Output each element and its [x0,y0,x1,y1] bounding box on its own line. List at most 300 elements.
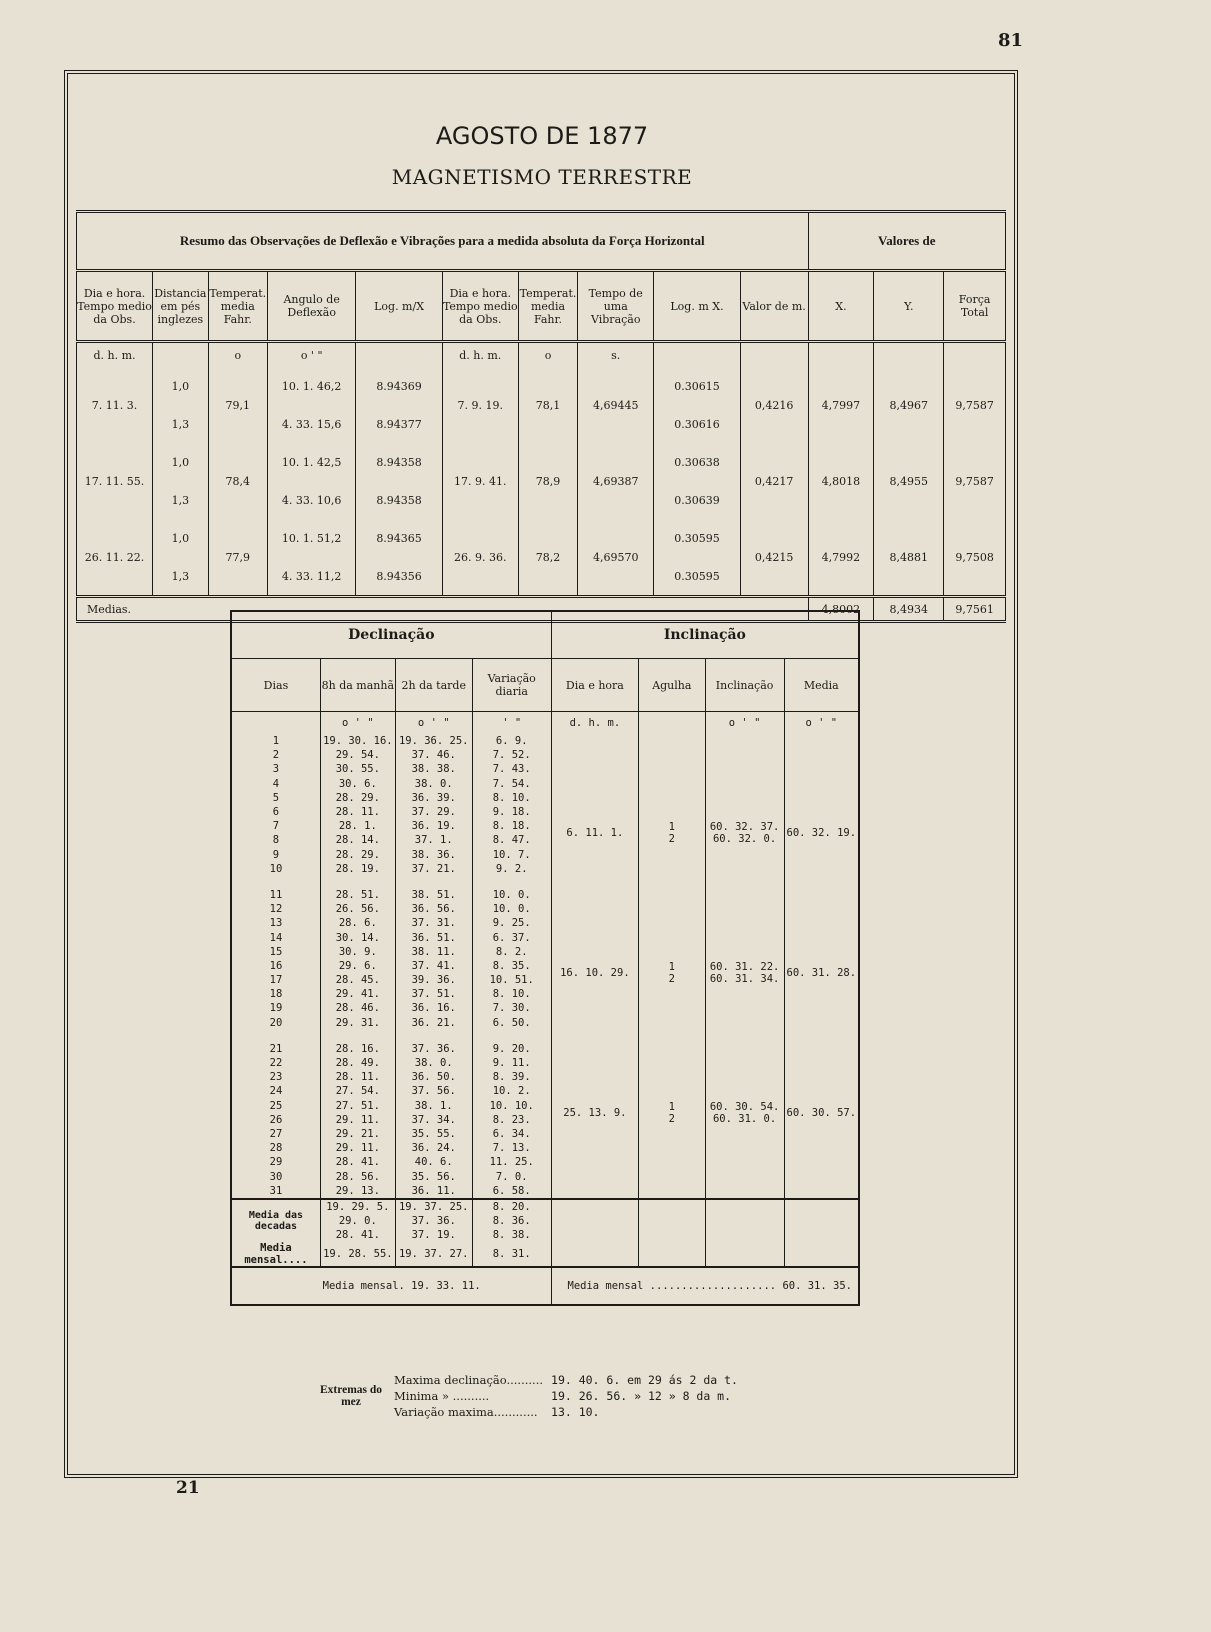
empty-cell [705,1228,784,1242]
day-value: 38. 0. [395,1056,472,1070]
agulha [639,819,706,847]
incl-media-mensal [551,1267,859,1305]
day-value: 37. 34. [395,1113,472,1127]
day-value: 29. 31. [320,1016,395,1030]
agulha-value: 2 [668,973,675,985]
empty-cell [705,888,784,902]
day-value: 31 [231,1184,320,1199]
day-value: 8. 10. [472,791,551,805]
incl-time: 6. 11. 1. [551,819,638,847]
day-value: 9 [231,848,320,862]
unit-label [231,712,320,735]
spacer-cell [784,876,859,888]
value-x: 4,8018 [808,443,874,519]
media-mensal-summary [231,1267,859,1305]
incl-media: 60. 32. 19. [784,819,859,847]
day-value: 29. 21. [320,1127,395,1141]
declinacao-heading: Declinação [231,611,551,659]
empty-cell [705,1070,784,1084]
empty-cell [705,734,784,748]
day-value: 30. 55. [320,762,395,776]
empty-cell [705,945,784,959]
day-value: 29. 11. [320,1141,395,1155]
extremas-row [312,1372,742,1388]
empty-cell [784,1141,859,1155]
empty-cell [639,1155,706,1169]
table-row [231,748,859,762]
inclination-value: 60. 32. 0. [712,833,777,846]
value-y: 8,4967 [874,367,944,443]
media-mensal-value: 19. 37. 27. [395,1242,472,1267]
day-value: 8. 10. [472,987,551,1001]
empty-cell [551,734,638,748]
unit-label: o ' " [784,712,859,735]
day-value: 12 [231,902,320,916]
temperature: 78,4 [208,443,267,519]
spacer-cell [395,876,472,888]
day-value: 1 [231,734,320,748]
incl-media-mensal-label: Media mensal .................... [567,1280,777,1293]
empty-cell [551,1199,638,1214]
empty-cell [639,777,706,791]
inclination-value: 60. 31. 22. [709,961,780,973]
day-value: 14 [231,930,320,944]
unit-label: o [208,342,267,368]
day-value: 28. 49. [320,1056,395,1070]
extremas-desc: Variação maxima............ [394,1405,538,1419]
unit-label [874,342,944,368]
extremas-desc: Maxima declinação.......... [394,1373,544,1387]
force-table [76,210,1006,623]
column-header: Agulha [639,659,706,712]
agulha-value: 2 [668,1112,675,1125]
table-row [231,916,859,930]
table-row [231,862,859,876]
day-value: 28. 46. [320,1001,395,1015]
log-m-x: 8.94356 [356,557,442,597]
day-value: 37. 36. [395,1042,472,1056]
day-value: 37. 1. [395,833,472,847]
empty-cell [639,902,706,916]
table-row [231,1001,859,1015]
day-value: 38. 1. [395,1099,472,1113]
column-header: 2h da tarde [395,659,472,712]
day-value: 29. 13. [320,1184,395,1199]
day-value: 19 [231,1001,320,1015]
day-value: 29. 41. [320,987,395,1001]
empty-cell [784,945,859,959]
day-value: 36. 21. [395,1016,472,1030]
inclination [705,819,784,847]
day-value: 7 [231,819,320,833]
table-row [231,1056,859,1070]
value-f: 9,7587 [944,367,1006,443]
day-value: 38. 36. [395,848,472,862]
table-row [231,1155,859,1169]
empty-cell [551,1169,638,1183]
table-row [231,1184,859,1199]
force-heading: Resumo das Observações de Deflexão e Vibrações para a medida absoluta da Força Horizontal [77,212,809,271]
day-value: 37. 29. [395,805,472,819]
unit-label [639,712,706,735]
day-value: 7. 52. [472,748,551,762]
empty-cell [551,888,638,902]
day-value: 38. 51. [395,888,472,902]
decada-values: 19. 29. 5. [320,1199,395,1214]
day-value: 37. 51. [395,987,472,1001]
log-m-x: 8.94377 [356,405,442,443]
empty-cell [705,1141,784,1155]
day-value: 27. 54. [320,1084,395,1098]
extremas-table [312,1372,742,1420]
empty-cell [784,848,859,862]
table-row [231,959,859,973]
column-header: Media [784,659,859,712]
incl-media-mensal-value: 60. 31. 35. [782,1280,852,1293]
day-value: 35. 56. [395,1169,472,1183]
value-y: 8,4955 [874,443,944,519]
day-value: 10. 0. [472,902,551,916]
day-value: 9. 11. [472,1056,551,1070]
distance: 1,3 [153,557,209,597]
column-header: Valor de m. [740,271,808,342]
incl-media: 60. 31. 28. [784,959,859,987]
day-value: 28. 11. [320,805,395,819]
empty-cell [639,888,706,902]
empty-cell [705,1127,784,1141]
media-mensal-label: Media mensal.... [231,1242,320,1267]
empty-cell [784,916,859,930]
empty-cell [551,1001,638,1015]
day-value: 10. 10. [472,1099,551,1113]
empty-cell [639,734,706,748]
decada-values: 19. 37. 25. [395,1199,472,1214]
column-header: Log. m X. [654,271,740,342]
unit-label [153,342,209,368]
empty-cell [784,1056,859,1070]
empty-cell [705,762,784,776]
empty-cell [705,1169,784,1183]
deflection-angle: 4. 33. 15,6 [267,405,355,443]
day-value: 37. 46. [395,748,472,762]
decada-row [231,1228,859,1242]
inclination-value: 60. 32. 37. [709,821,780,834]
value-temp2: 78,9 [518,443,577,519]
table-row [231,1070,859,1084]
day-value: 3 [231,762,320,776]
table-row [231,819,859,833]
unit-label [654,342,740,368]
spacer-cell [639,1030,706,1042]
empty-cell [551,1214,638,1228]
day-value: 28. 6. [320,916,395,930]
day-value: 36. 51. [395,930,472,944]
value-f: 9,7587 [944,443,1006,519]
unit-label: ' " [472,712,551,735]
day-value: 36. 19. [395,819,472,833]
table-row [231,762,859,776]
day-value: 40. 6. [395,1155,472,1169]
deflection-angle: 10. 1. 51,2 [267,519,355,557]
empty-cell [705,916,784,930]
decada-values: 37. 36. [395,1214,472,1228]
value-f: 9,7508 [944,519,1006,597]
empty-cell [784,805,859,819]
table-row [231,1084,859,1098]
day-value: 8. 47. [472,833,551,847]
table-row [231,791,859,805]
empty-cell [639,805,706,819]
inclinacao-heading: Inclinação [551,611,859,659]
empty-cell [551,791,638,805]
empty-cell [639,1127,706,1141]
day-value: 6. 37. [472,930,551,944]
page-title: AGOSTO DE 1877 [435,122,649,150]
empty-cell [784,1084,859,1098]
empty-cell [784,1042,859,1056]
column-header: Tempo de uma Vibração [578,271,654,342]
log-m-x: 8.94365 [356,519,442,557]
column-header: Inclinação [705,659,784,712]
obs-time: 26. 11. 22. [77,519,153,597]
day-value: 6 [231,805,320,819]
value-x: 4,7992 [808,519,874,597]
day-value: 9. 18. [472,805,551,819]
extremas-value: 13. 10. [551,1405,600,1419]
day-value: 37. 41. [395,959,472,973]
day-value: 25 [231,1099,320,1113]
page-subtitle: MAGNETISMO TERRESTRE [391,165,693,189]
empty-cell [639,1056,706,1070]
day-value: 6. 34. [472,1127,551,1141]
day-value: 20 [231,1016,320,1030]
spacer-cell [231,876,320,888]
deflection-angle: 10. 1. 42,5 [267,443,355,481]
agulha-value: 1 [668,1100,675,1113]
agulha [639,1099,706,1127]
unit-label: o ' " [705,712,784,735]
spacer-cell [705,1030,784,1042]
empty-cell [784,1070,859,1084]
table-row [231,902,859,916]
empty-cell [551,1155,638,1169]
agulha-value: 1 [668,961,675,973]
empty-cell [551,1141,638,1155]
distance: 1,3 [153,481,209,519]
spacer-cell [639,876,706,888]
day-value: 28. 16. [320,1042,395,1056]
log-mx: 0.30595 [654,519,740,557]
empty-cell [705,902,784,916]
day-value: 28. 51. [320,888,395,902]
day-value: 37. 21. [395,862,472,876]
empty-cell [705,862,784,876]
day-value: 2 [231,748,320,762]
column-header: Dias [231,659,320,712]
extremas-label: Extremas do mez [319,1384,383,1408]
column-header: Temperat. media Fahr. [518,271,577,342]
spacer-row [231,1030,859,1042]
column-header: Dia e hora. Tempo medio da Obs. [77,271,153,342]
empty-cell [639,916,706,930]
day-value: 36. 50. [395,1070,472,1084]
extremas-desc: Minima » .......... [394,1389,490,1403]
value-temp2: 78,2 [518,519,577,597]
day-value: 27. 51. [320,1099,395,1113]
incl-media: 60. 30. 57. [784,1099,859,1127]
value-m: 0,4215 [740,519,808,597]
table-row [231,1042,859,1056]
day-value: 36. 16. [395,1001,472,1015]
empty-cell [784,1214,859,1228]
table-row [231,1099,859,1113]
day-value: 9. 25. [472,916,551,930]
unit-label: d. h. m. [551,712,638,735]
day-value: 39. 36. [395,973,472,987]
empty-cell [705,930,784,944]
empty-cell [551,1184,638,1199]
day-value: 28. 56. [320,1169,395,1183]
distance: 1,3 [153,405,209,443]
empty-cell [784,1001,859,1015]
decl-media-mensal-label: Media mensal. [322,1280,405,1293]
day-value: 23 [231,1070,320,1084]
column-header: Y. [874,271,944,342]
column-header: Distancia em pés inglezes [153,271,209,342]
log-mx: 0.30595 [654,557,740,597]
empty-cell [551,930,638,944]
decada-row [231,1214,859,1228]
decada-values: 29. 0. [320,1214,395,1228]
day-value: 29. 11. [320,1113,395,1127]
spacer-cell [320,1030,395,1042]
table-row [231,1141,859,1155]
media-decadas-label: Media das decadas [231,1199,320,1243]
empty-cell [551,902,638,916]
decada-values: 8. 20. [472,1199,551,1214]
spacer-cell [472,876,551,888]
empty-cell [551,1070,638,1084]
day-value: 10 [231,862,320,876]
table-row [231,1169,859,1183]
empty-cell [551,1042,638,1056]
spacer-cell [231,1030,320,1042]
day-value: 28. 14. [320,833,395,847]
day-value: 26 [231,1113,320,1127]
empty-cell [705,777,784,791]
table-row [231,930,859,944]
empty-cell [784,1127,859,1141]
day-value: 21 [231,1042,320,1056]
value-dh2: 26. 9. 36. [442,519,518,597]
empty-cell [551,805,638,819]
empty-cell [705,1214,784,1228]
day-value: 7. 43. [472,762,551,776]
temperature: 79,1 [208,367,267,443]
media-mensal-value: 8. 31. [472,1242,551,1267]
inclination-value: 60. 31. 34. [709,973,780,985]
empty-cell [551,1016,638,1030]
day-value: 8. 39. [472,1070,551,1084]
spacer-cell [551,876,638,888]
media-mensal-value: 19. 28. 55. [320,1242,395,1267]
deflection-angle: 4. 33. 10,6 [267,481,355,519]
declination-table [230,610,860,1306]
day-value: 35. 55. [395,1127,472,1141]
day-value: 6. 50. [472,1016,551,1030]
day-value: 10. 51. [472,973,551,987]
day-value: 8. 2. [472,945,551,959]
inclination-value: 60. 31. 0. [712,1112,777,1125]
medias-f: 9,7561 [944,597,1006,622]
unit-label: o ' " [267,342,355,368]
page-number: 81 [998,30,1024,51]
table-row [231,734,859,748]
day-value: 38. 0. [395,777,472,791]
empty-cell [551,987,638,1001]
empty-cell [705,1199,784,1214]
empty-cell [705,805,784,819]
table-row [77,519,1006,557]
empty-cell [639,1084,706,1098]
empty-cell [639,1070,706,1084]
empty-cell [551,748,638,762]
value-dh2: 17. 9. 41. [442,443,518,519]
day-value: 30. 14. [320,930,395,944]
log-m-x: 8.94358 [356,481,442,519]
empty-cell [784,734,859,748]
day-value: 28. 11. [320,1070,395,1084]
day-value: 37. 31. [395,916,472,930]
value-m: 0,4217 [740,443,808,519]
day-value: 29. 54. [320,748,395,762]
day-value: 8 [231,833,320,847]
empty-cell [551,848,638,862]
media-mensal-row [231,1242,859,1267]
value-dh2: 7. 9. 19. [442,367,518,443]
column-header: Angulo de Deflexão [267,271,355,342]
empty-cell [784,902,859,916]
medias-y: 8,4934 [874,597,944,622]
table-row [231,777,859,791]
empty-cell [784,762,859,776]
empty-cell [551,1084,638,1098]
empty-cell [784,1169,859,1183]
empty-cell [705,1242,784,1267]
column-header: Log. m/X [356,271,442,342]
column-header: Força Total [944,271,1006,342]
empty-cell [639,1169,706,1183]
log-m-x: 8.94369 [356,367,442,405]
day-value: 18 [231,987,320,1001]
empty-cell [551,1127,638,1141]
column-header: Dia e hora. Tempo medio da Obs. [442,271,518,342]
decl-media-mensal-value: 19. 33. 11. [411,1280,481,1293]
day-value: 6. 9. [472,734,551,748]
spacer-cell [784,1030,859,1042]
empty-cell [639,862,706,876]
empty-cell [705,987,784,1001]
log-mx: 0.30615 [654,367,740,405]
unit-label [740,342,808,368]
empty-cell [784,930,859,944]
empty-cell [705,1184,784,1199]
empty-cell [784,748,859,762]
medias-label: Medias. [77,597,809,622]
unit-label: d. h. m. [77,342,153,368]
day-value: 8. 23. [472,1113,551,1127]
agulha-value: 1 [668,821,675,834]
